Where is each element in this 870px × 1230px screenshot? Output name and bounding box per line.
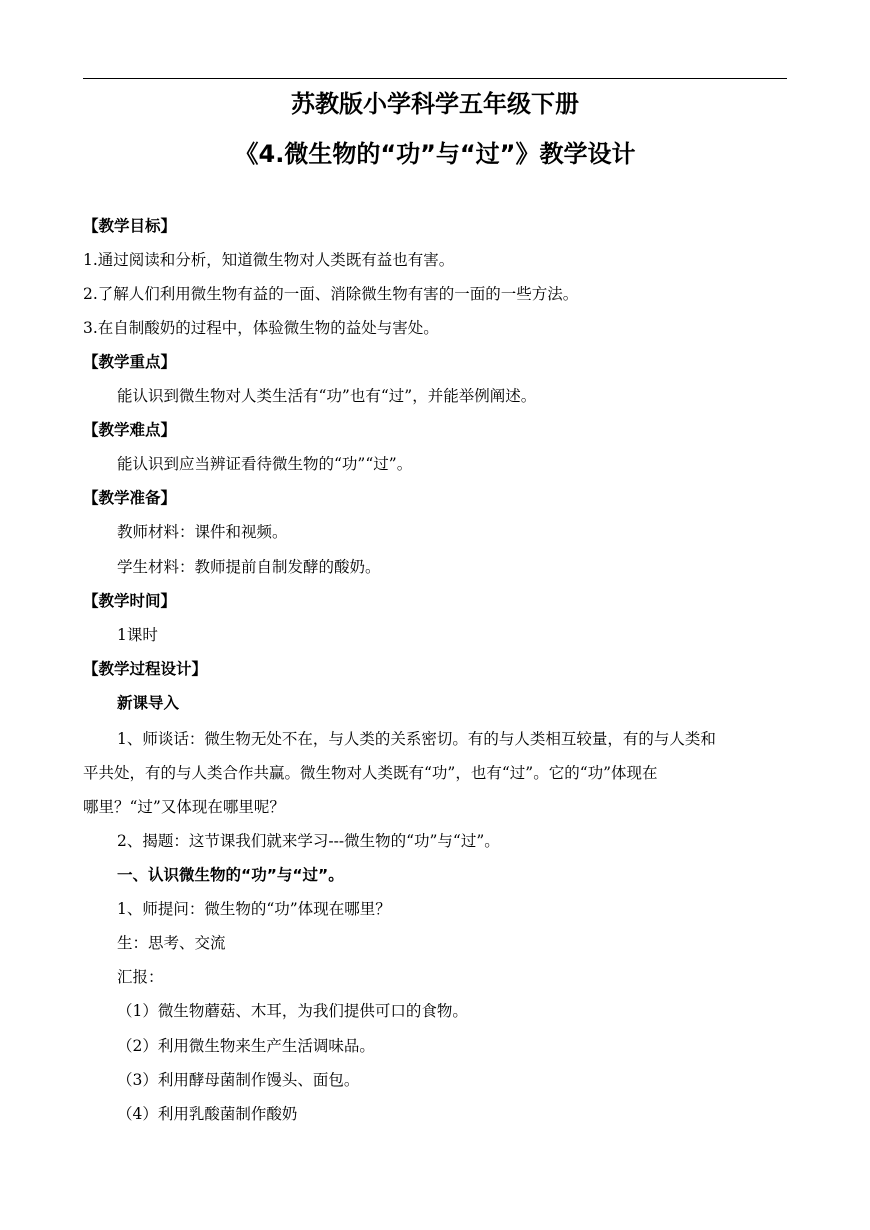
teacher-question: 1、师提问：微生物的“功”体现在哪里？ bbox=[117, 900, 391, 918]
reveal-topic: 2、揭题：这节课我们就来学习---微生物的“功”与“过”。 bbox=[117, 832, 500, 850]
key-points-heading: 【教学重点】 bbox=[83, 353, 177, 371]
goal-item: 2.了解人们利用微生物有益的一面、消除微生物有害的一面的一些方法。 bbox=[83, 285, 579, 303]
report-item: （4）利用乳酸菌制作酸奶 bbox=[117, 1105, 298, 1123]
header-rule bbox=[83, 78, 787, 79]
document-title: 苏教版小学科学五年级下册 bbox=[291, 90, 579, 118]
report-item: （1）微生物蘑菇、木耳，为我们提供可口的食物。 bbox=[117, 1002, 468, 1020]
student-response: 生：思考、交流 bbox=[117, 934, 226, 952]
time-heading: 【教学时间】 bbox=[83, 592, 177, 610]
process-heading: 【教学过程设计】 bbox=[83, 660, 208, 678]
intro-paragraph-line: 平共处，有的与人类合作共赢。微生物对人类既有“功”，也有“过”。它的“功”体现在 bbox=[83, 764, 658, 782]
teacher-materials: 教师材料：课件和视频。 bbox=[117, 523, 288, 541]
lesson-title: 《4.微生物的“功”与“过”》教学设计 bbox=[234, 140, 636, 168]
student-materials: 学生材料：教师提前自制发酵的酸奶。 bbox=[117, 558, 381, 576]
report-item: （3）利用酵母菌制作馒头、面包。 bbox=[117, 1071, 360, 1089]
key-points-text: 能认识到微生物对人类生活有“功”也有“过”，并能举例阐述。 bbox=[117, 387, 537, 405]
intro-paragraph-line: 哪里？“过”又体现在哪里呢？ bbox=[83, 798, 285, 816]
report-label: 汇报： bbox=[117, 968, 164, 986]
time-text: 1课时 bbox=[117, 626, 158, 644]
goals-heading: 【教学目标】 bbox=[83, 217, 177, 235]
intro-heading: 新课导入 bbox=[117, 694, 180, 712]
goal-item: 1.通过阅读和分析，知道微生物对人类既有益也有害。 bbox=[83, 251, 455, 269]
preparation-heading: 【教学准备】 bbox=[83, 489, 177, 507]
goal-item: 3.在自制酸奶的过程中，体验微生物的益处与害处。 bbox=[83, 319, 439, 337]
difficulties-text: 能认识到应当辨证看待微生物的“功”“过”。 bbox=[117, 455, 413, 473]
difficulties-heading: 【教学难点】 bbox=[83, 421, 177, 439]
report-item: （2）利用微生物来生产生活调味品。 bbox=[117, 1037, 375, 1055]
intro-paragraph-line: 1、师谈话：微生物无处不在，与人类的关系密切。有的与人类相互较量，有的与人类和 bbox=[117, 730, 716, 748]
section1-heading: 一、认识微生物的“功”与“过”。 bbox=[117, 866, 344, 884]
